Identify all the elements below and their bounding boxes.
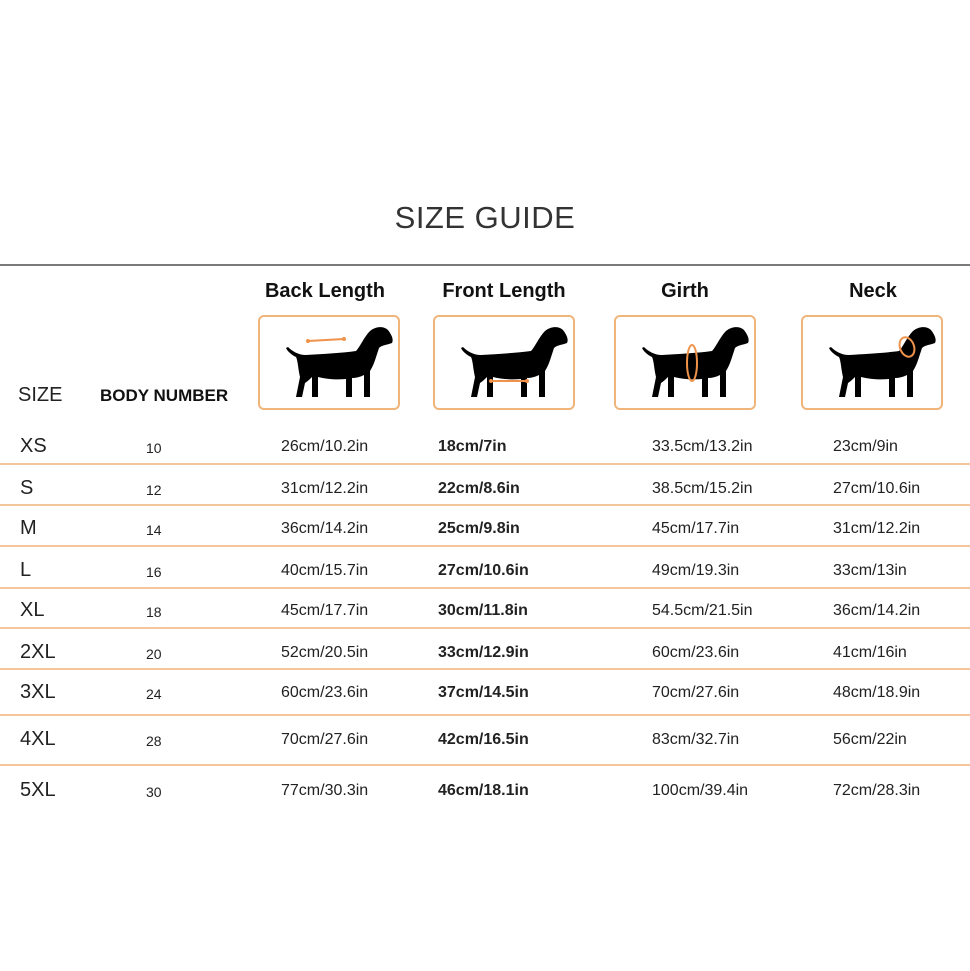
title-divider bbox=[0, 264, 970, 266]
cell-body-number: 30 bbox=[146, 784, 162, 800]
cell-size: L bbox=[20, 559, 32, 581]
table-row bbox=[0, 779, 970, 812]
page-title: SIZE GUIDE bbox=[394, 200, 576, 235]
cell-front-length: 42cm/16.5in bbox=[438, 731, 529, 748]
cell-neck: 36cm/14.2in bbox=[833, 602, 921, 619]
cell-size: XS bbox=[20, 435, 47, 457]
cell-back-length: 70cm/27.6in bbox=[281, 731, 369, 748]
cell-neck: 33cm/13in bbox=[833, 562, 907, 579]
header-body-number: BODY NUMBER bbox=[100, 386, 229, 405]
row-divider bbox=[0, 668, 970, 670]
cell-neck: 72cm/28.3in bbox=[833, 782, 921, 799]
cell-girth: 70cm/27.6in bbox=[652, 684, 740, 701]
row-divider bbox=[0, 764, 970, 766]
header-size: SIZE bbox=[18, 384, 63, 406]
dog-girth-icon bbox=[614, 315, 756, 410]
cell-front-length: 30cm/11.8in bbox=[438, 602, 528, 619]
cell-neck: 23cm/9in bbox=[833, 438, 898, 455]
cell-back-length: 36cm/14.2in bbox=[281, 520, 369, 537]
cell-body-number: 28 bbox=[146, 733, 162, 749]
cell-girth: 45cm/17.7in bbox=[652, 520, 740, 537]
cell-neck: 56cm/22in bbox=[833, 731, 907, 748]
cell-body-number: 18 bbox=[146, 604, 162, 620]
row-divider bbox=[0, 714, 970, 716]
cell-body-number: 16 bbox=[146, 564, 162, 580]
cell-back-length: 77cm/30.3in bbox=[281, 782, 369, 799]
row-divider bbox=[0, 504, 970, 506]
cell-girth: 83cm/32.7in bbox=[652, 731, 740, 748]
cell-size: 4XL bbox=[20, 728, 56, 750]
cell-front-length: 25cm/9.8in bbox=[438, 520, 520, 537]
cell-girth: 38.5cm/15.2in bbox=[652, 480, 753, 497]
cell-front-length: 33cm/12.9in bbox=[438, 644, 529, 661]
cell-body-number: 14 bbox=[146, 522, 162, 538]
header-girth: Girth bbox=[661, 280, 709, 302]
cell-body-number: 10 bbox=[146, 440, 162, 456]
cell-size: XL bbox=[20, 599, 45, 621]
header-neck: Neck bbox=[849, 280, 897, 302]
cell-girth: 33.5cm/13.2in bbox=[652, 438, 753, 455]
cell-neck: 31cm/12.2in bbox=[833, 520, 921, 537]
cell-size: 2XL bbox=[20, 641, 56, 663]
row-divider bbox=[0, 463, 970, 465]
cell-front-length: 18cm/7in bbox=[438, 438, 507, 455]
cell-back-length: 26cm/10.2in bbox=[281, 438, 369, 455]
cell-front-length: 27cm/10.6in bbox=[438, 562, 529, 579]
header-back-length: Back Length bbox=[264, 280, 386, 302]
cell-girth: 100cm/39.4in bbox=[652, 782, 749, 799]
header-front-length: Front Length bbox=[442, 280, 566, 302]
cell-girth: 49cm/19.3in bbox=[652, 562, 740, 579]
cell-neck: 48cm/18.9in bbox=[833, 684, 921, 701]
row-divider bbox=[0, 587, 970, 589]
cell-front-length: 22cm/8.6in bbox=[438, 480, 520, 497]
cell-front-length: 37cm/14.5in bbox=[438, 684, 529, 701]
cell-body-number: 24 bbox=[146, 686, 162, 702]
cell-size: M bbox=[20, 517, 37, 539]
cell-size: S bbox=[20, 477, 34, 499]
dog-neck-icon bbox=[801, 315, 943, 410]
cell-girth: 54.5cm/21.5in bbox=[652, 602, 753, 619]
cell-front-length: 46cm/18.1in bbox=[438, 782, 529, 799]
cell-neck: 27cm/10.6in bbox=[833, 480, 921, 497]
cell-size: 3XL bbox=[20, 681, 56, 703]
row-divider bbox=[0, 627, 970, 629]
cell-body-number: 12 bbox=[146, 482, 162, 498]
cell-back-length: 45cm/17.7in bbox=[281, 602, 369, 619]
row-divider bbox=[0, 545, 970, 547]
cell-girth: 60cm/23.6in bbox=[652, 644, 740, 661]
cell-back-length: 31cm/12.2in bbox=[281, 480, 369, 497]
cell-back-length: 60cm/23.6in bbox=[281, 684, 369, 701]
table-row bbox=[0, 681, 970, 714]
dog-front-length-icon bbox=[433, 315, 575, 410]
cell-neck: 41cm/16in bbox=[833, 644, 907, 661]
cell-body-number: 20 bbox=[146, 646, 162, 662]
cell-size: 5XL bbox=[20, 779, 56, 801]
cell-back-length: 52cm/20.5in bbox=[281, 644, 369, 661]
cell-back-length: 40cm/15.7in bbox=[281, 562, 369, 579]
table-row bbox=[0, 728, 970, 761]
dog-back-length-icon bbox=[258, 315, 400, 410]
